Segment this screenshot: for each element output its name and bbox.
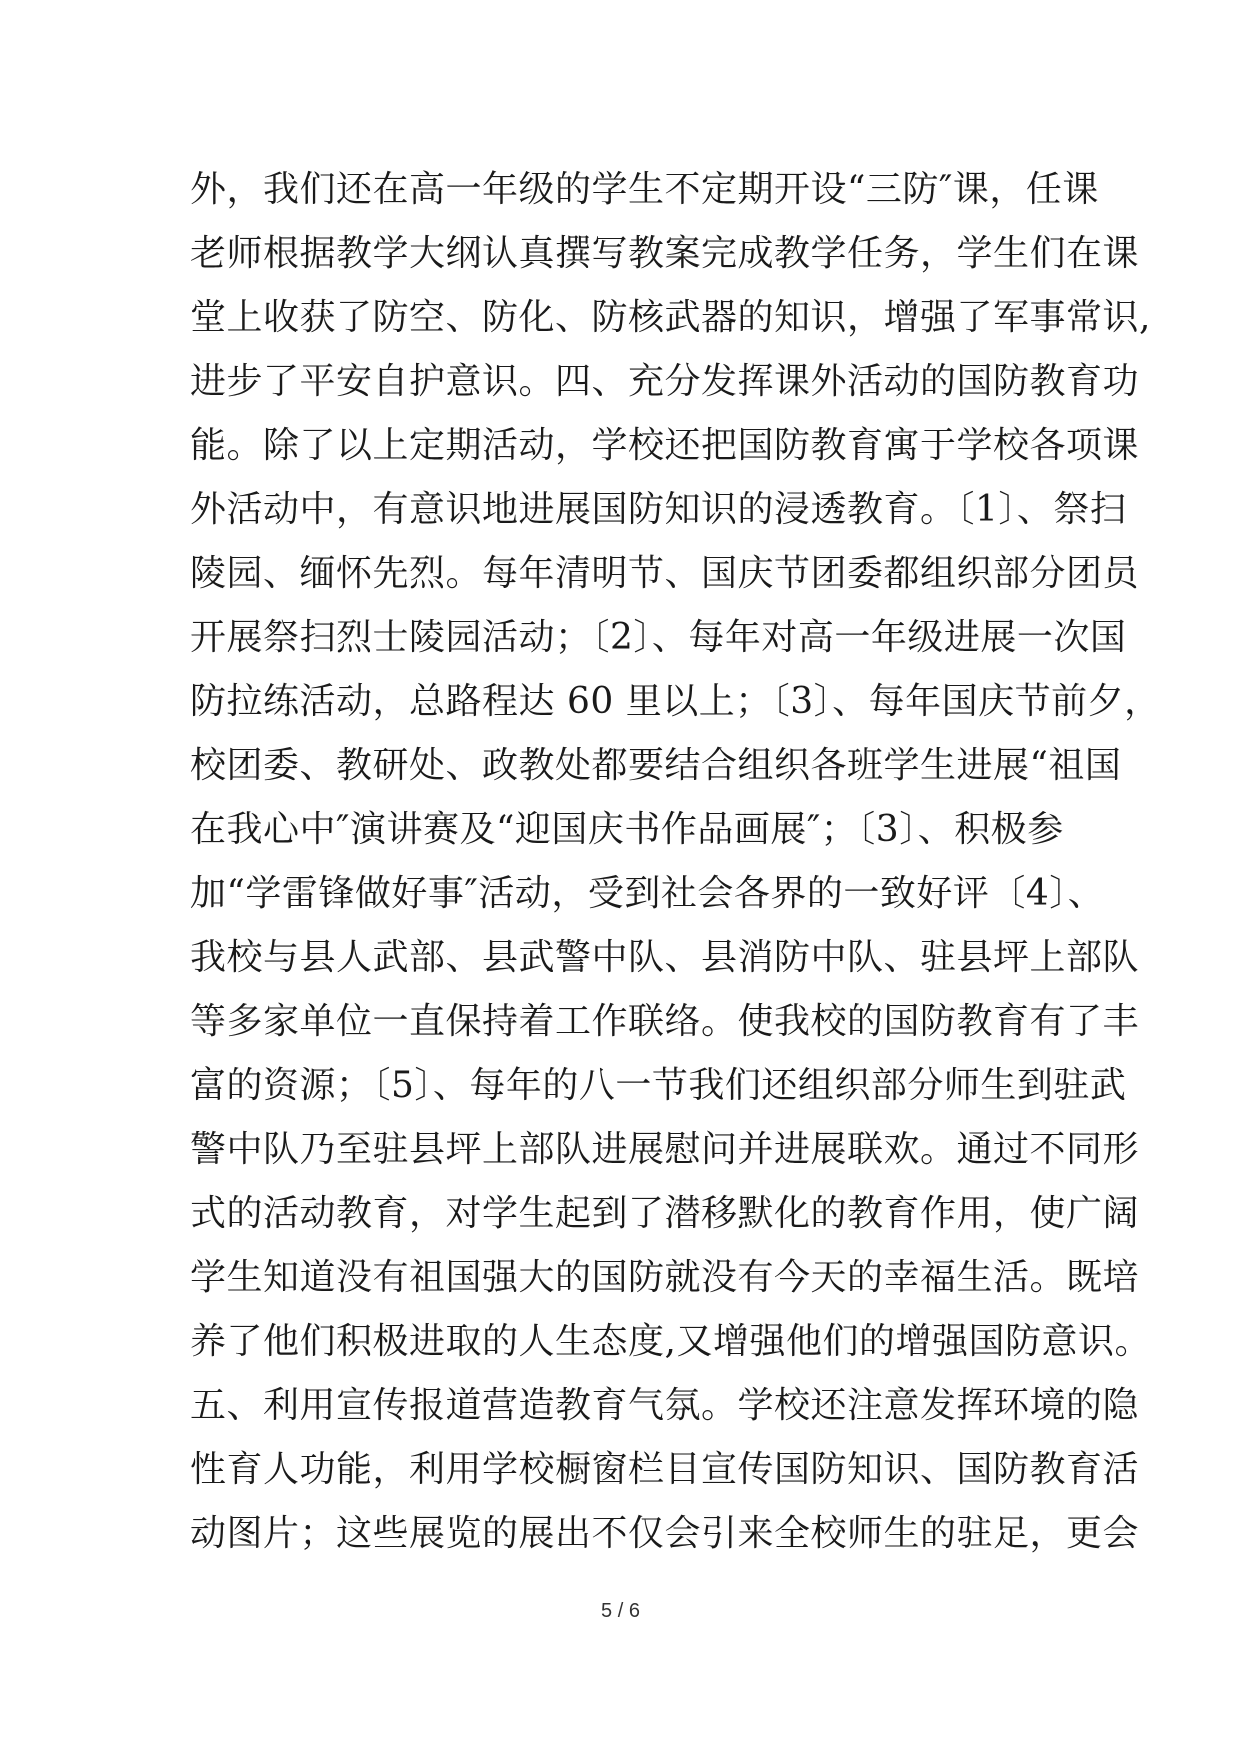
text-line: 五、利用宣传报道营造教育气氛。学校还注意发挥环境的隐	[190, 1385, 1140, 1426]
text-line: 性育人功能，利用学校橱窗栏目宣传国防知识、国防教育活	[190, 1449, 1140, 1490]
text-line: 进步了平安自护意识。四、充分发挥课外活动的国防教育功	[190, 361, 1140, 402]
text-line: 能。除了以上定期活动，学校还把国防教育寓于学校各项课	[190, 425, 1140, 466]
text-line: 外，我们还在高一年级的学生不定期开设“三防″课，任课	[190, 169, 1099, 210]
text-line: 防拉练活动，总路程达 60 里以上；〔3〕、每年国庆节前夕，	[190, 681, 1161, 722]
page-number: 5 / 6	[601, 1600, 640, 1622]
text-line: 养了他们积极进取的人生态度,又增强他们的增强国防意识。	[190, 1321, 1151, 1362]
text-line: 等多家单位一直保持着工作联络。使我校的国防教育有了丰	[190, 1001, 1140, 1042]
text-line: 在我心中″演讲赛及“迎国庆书作品画展″；〔3〕、积极参	[190, 809, 1064, 850]
text-line: 式的活动教育，对学生起到了潜移默化的教育作用，使广阔	[190, 1193, 1140, 1234]
text-line: 陵园、缅怀先烈。每年清明节、国庆节团委都组织部分团员	[190, 553, 1140, 594]
text-line: 外活动中，有意识地进展国防知识的浸透教育。〔1〕、祭扫	[190, 489, 1127, 530]
body-text	[190, 158, 1161, 1566]
text-line: 开展祭扫烈士陵园活动；〔2〕、每年对高一年级进展一次国	[190, 617, 1127, 658]
text-line: 动图片；这些展览的展出不仅会引来全校师生的驻足，更会	[190, 1513, 1140, 1554]
text-line: 我校与县人武部、县武警中队、县消防中队、驻县坪上部队	[190, 937, 1140, 978]
text-line: 堂上收获了防空、防化、防核武器的知识，增强了军事常识,	[190, 297, 1151, 338]
text-line: 警中队乃至驻县坪上部队进展慰问并进展联欢。通过不同形	[190, 1129, 1140, 1170]
text-line: 老师根据教学大纲认真撰写教案完成教学任务，学生们在课	[190, 233, 1140, 274]
text-line: 校团委、教研处、政教处都要结合组织各班学生进展“祖国	[190, 745, 1122, 786]
text-line: 学生知道没有祖国强大的国防就没有今天的幸福生活。既培	[190, 1257, 1140, 1298]
text-line: 富的资源；〔5〕、每年的八一节我们还组织部分师生到驻武	[190, 1065, 1127, 1106]
text-line: 加“学雷锋做好事″活动，受到社会各界的一致好评〔4〕、	[190, 873, 1105, 914]
